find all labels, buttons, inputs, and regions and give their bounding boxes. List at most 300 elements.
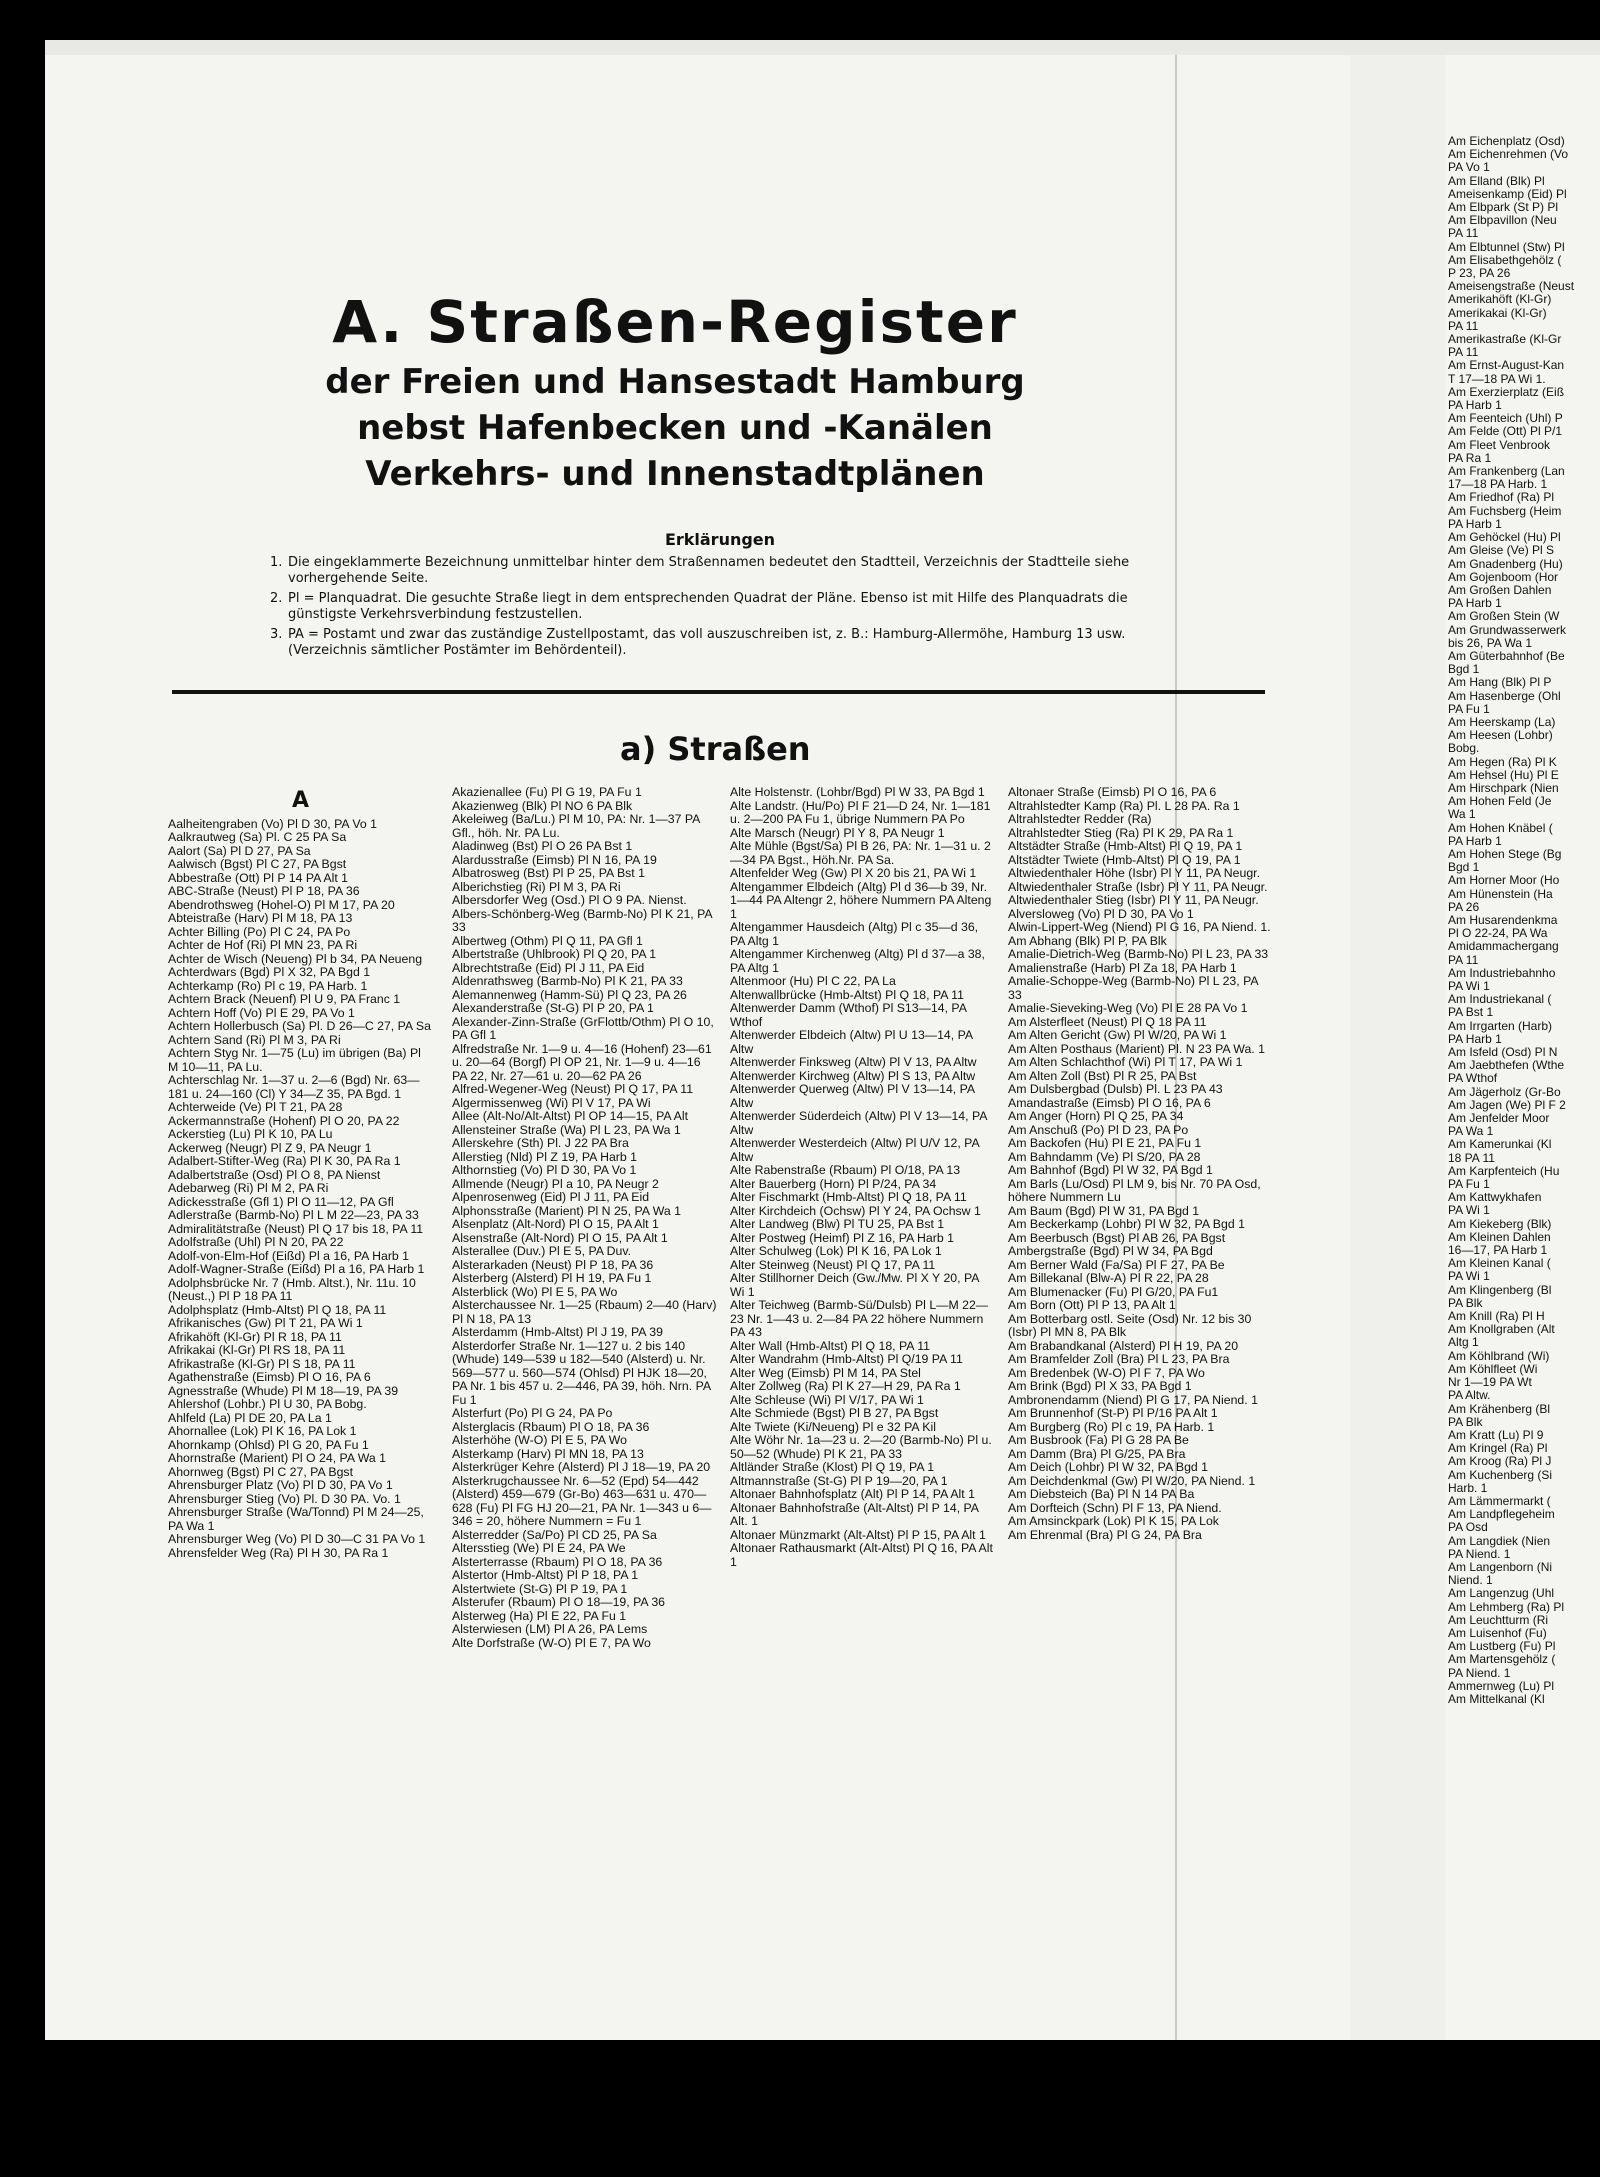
- adjacent-street-entry: Altg 1: [1448, 1335, 1479, 1350]
- street-entry: Allerskehre (Sth) Pl. J 22 PA Bra: [452, 1136, 629, 1150]
- street-entry: Am Dulsbergbad (Dulsb) Pl. L 23 PA 43: [1008, 1082, 1223, 1096]
- street-entry: Altonaer Bahnhofsplatz (Alt) Pl P 14, PA Alt 1: [730, 1487, 975, 1501]
- adjacent-street-entry: Amerikakai (Kl-Gr): [1448, 305, 1547, 320]
- street-entry: Aalheitengraben (Vo) Pl D 30, PA Vo 1: [168, 816, 377, 831]
- street-entry: Am Born (Ott) Pl P 13, PA Alt 1: [1008, 1298, 1176, 1312]
- street-entry: Altländer Straße (Klost) Pl Q 19, PA 1: [730, 1460, 935, 1474]
- street-entry: Alsterkamp (Harv) Pl MN 18, PA 13: [452, 1446, 644, 1461]
- street-entry: Am Bramfelder Zoll (Bra) Pl L 23, PA Bra: [1008, 1352, 1230, 1366]
- street-entry: Am Beerbusch (Bgst) Pl AB 26, PA Bgst: [1008, 1230, 1226, 1245]
- street-entry: Achtern Styg Nr. 1—75 (Lu) im übrigen (Ba) Pl M 10—11, PA Lu.: [168, 1046, 421, 1074]
- street-entry: Alsterkrüger Kehre (Alsterd) Pl J 18—19, PA 20: [452, 1460, 711, 1474]
- street-entry: Alter Weg (Eimsb) Pl M 14, PA Stel: [730, 1365, 921, 1380]
- street-entry: Amandastraße (Eimsb) Pl O 16, PA 6: [1008, 1095, 1211, 1110]
- street-entry: Alter Kirchdeich (Ochsw) Pl Y 24, PA Ochsw 1: [730, 1203, 981, 1218]
- street-entry: Am Brink (Bgd) Pl X 33, PA Bgd 1: [1008, 1379, 1192, 1393]
- street-entry: Am Damm (Bra) Pl G/25, PA Bra: [1008, 1446, 1186, 1461]
- street-entry: Alter Steinweg (Neust) Pl Q 17, PA 11: [730, 1257, 936, 1272]
- street-entry: Amalie-Schoppe-Weg (Barmb-No) Pl L 23, PA 33: [1008, 974, 1258, 1002]
- street-entry: Altenwerder Damm (Wthof) Pl S13—14, PA Wthof: [730, 1001, 967, 1029]
- adjacent-street-entry: Am Landpflegeheim: [1448, 1507, 1555, 1522]
- adjacent-street-entry: PA Blk: [1448, 1414, 1483, 1429]
- adjacent-street-entry: PA Vo 1: [1448, 160, 1490, 175]
- street-entry: Altmannstraße (St-G) Pl P 19—20, PA 1: [730, 1473, 948, 1488]
- adjacent-street-entry: P 23, PA 26: [1448, 266, 1511, 281]
- street-entry: Adalbert-Stifter-Weg (Ra) Pl K 30, PA Ra 1: [168, 1154, 401, 1168]
- adjacent-street-entry: Wa 1: [1448, 807, 1476, 822]
- explanation-number: 3.: [270, 627, 283, 642]
- adjacent-street-entry: Am Langenborn (Ni: [1448, 1559, 1553, 1574]
- adjacent-street-entry: Am Güterbahnhof (Be: [1448, 648, 1565, 663]
- street-entry: Abteistraße (Harv) Pl M 18, PA 13: [168, 911, 353, 925]
- street-entry: Albrechtstraße (Eid) Pl J 11, PA Eid: [452, 960, 645, 975]
- adjacent-street-entry: Am Kratt (Lu) Pl 9: [1448, 1427, 1544, 1442]
- street-entry: Am Deichdenkmal (Gw) Pl W/20, PA Niend. 1: [1008, 1473, 1256, 1488]
- street-entry: Alexanderstraße (St-G) Pl P 20, PA 1: [452, 1001, 654, 1015]
- adjacent-street-entry: Am Kamerunkai (Kl: [1448, 1137, 1552, 1152]
- street-entry: Alphonsstraße (Marient) Pl N 25, PA Wa 1: [452, 1203, 681, 1218]
- adjacent-street-entry: Bgd 1: [1448, 860, 1480, 875]
- adjacent-street-entry: Am Kroog (Ra) Pl J: [1448, 1454, 1552, 1469]
- street-entry: Alte Landstr. (Hu/Po) Pl F 21—D 24, Nr. 1—181 u. 2—200 PA Fu 1, übrige Nummern PA Po: [730, 798, 991, 826]
- street-entry: Am Alten Gericht (Gw) Pl W/20, PA Wi 1: [1008, 1028, 1227, 1042]
- street-entry: Altenwerder Finksweg (Altw) Pl V 13, PA Altw: [730, 1055, 977, 1069]
- adjacent-street-entry: Am Hohen Knäbel (: [1448, 820, 1553, 835]
- adjacent-street-entry: Am Hirschpark (Nien: [1448, 780, 1559, 795]
- street-entry: Altrahlstedter Redder (Ra): [1008, 812, 1152, 826]
- street-entry: Altenmoor (Hu) Pl C 22, PA La: [730, 974, 896, 988]
- street-entry: Alte Wöhr Nr. 1a—23 u. 2—20 (Barmb-No) Pl u. 50—52 (Whude) Pl K 21, PA 33: [730, 1433, 992, 1461]
- street-entry: Altenfelder Weg (Gw) Pl X 20 bis 21, PA Wi 1: [730, 866, 977, 880]
- street-entry: Achterkamp (Ro) Pl c 19, PA Harb. 1: [168, 978, 368, 993]
- street-entry: Aladinweg (Bst) Pl O 26 PA Bst 1: [452, 839, 633, 853]
- street-entry: Alter Bauerberg (Horn) Pl P/24, PA 34: [730, 1176, 937, 1191]
- adjacent-street-entry: Am Kringel (Ra) Pl: [1448, 1441, 1548, 1456]
- street-entry: Alsterredder (Sa/Po) Pl CD 25, PA Sa: [452, 1527, 657, 1542]
- street-entry: Ahrensburger Weg (Vo) Pl D 30—C 31 PA Vo 1: [168, 1532, 426, 1546]
- adjacent-street-entry: Am Martensgehölz (: [1448, 1652, 1556, 1667]
- street-entry: Alte Schleuse (Wi) Pl V/17, PA Wi 1: [730, 1392, 924, 1407]
- adjacent-street-entry: Am Gojenboom (Hor: [1448, 569, 1559, 584]
- street-entry: Altwiedenthaler Straße (Isbr) Pl Y 11, PA Neugr.: [1008, 879, 1268, 894]
- street-entry: Ahornstraße (Marient) Pl O 24, PA Wa 1: [168, 1451, 387, 1465]
- column-4: [1008, 786, 1273, 1542]
- street-entry: Ahlfeld (La) Pl DE 20, PA La 1: [168, 1410, 332, 1425]
- street-entry: Achtern Hoff (Vo) Pl E 29, PA Vo 1: [168, 1005, 355, 1020]
- adjacent-street-entry: PA Harb 1: [1448, 596, 1502, 611]
- page-gap: [1350, 55, 1445, 2040]
- adjacent-street-entry: PA 11: [1448, 226, 1479, 241]
- street-entry: Alsterdamm (Hmb-Altst) Pl J 19, PA 39: [452, 1325, 663, 1339]
- street-entry: Albertweg (Othm) Pl Q 11, PA Gfl 1: [452, 933, 643, 948]
- adjacent-street-entry: Am Großen Stein (W: [1448, 609, 1560, 624]
- street-entry: Altrahlstedter Stieg (Ra) Pl K 29, PA Ra 1: [1008, 825, 1234, 840]
- street-entry: Alter Fischmarkt (Hmb-Altst) Pl Q 18, PA 11: [730, 1190, 967, 1204]
- street-entry: Am Abhang (Blk) Pl P, PA Blk: [1008, 933, 1167, 948]
- street-entry: Alstertor (Hmb-Altst) Pl P 18, PA 1: [452, 1568, 639, 1582]
- street-entry: Ahrensburger Straße (Wa/Tonnd) Pl M 24—25, PA Wa 1: [168, 1505, 424, 1533]
- street-entry: Achter Billing (Po) Pl C 24, PA Po: [168, 924, 351, 939]
- street-entry: Afrikahöft (Kl-Gr) Pl R 18, PA 11: [168, 1329, 342, 1344]
- street-entry: Am Brabandkanal (Alsterd) Pl H 19, PA 20: [1008, 1338, 1239, 1353]
- street-entry: Afrikastraße (Kl-Gr) Pl S 18, PA 11: [168, 1356, 356, 1371]
- adjacent-street-entry: PA Ra 1: [1448, 450, 1492, 465]
- street-entry: Altonaer Bahnhofstraße (Alt-Altst) Pl P 14, PA Alt. 1: [730, 1500, 979, 1528]
- street-entry: Adolphsbrücke Nr. 7 (Hmb. Altst.), Nr. 11u. 10 (Neust.,) Pl P 18 PA 11: [168, 1275, 416, 1303]
- adjacent-street-entry: Ameisenkamp (Eid) Pl: [1448, 186, 1567, 201]
- street-entry: Alsterfurt (Po) Pl G 24, PA Po: [452, 1406, 613, 1420]
- street-entry: Afrikanisches (Gw) Pl T 21, PA Wi 1: [168, 1316, 363, 1330]
- street-entry: Am Ehrenmal (Bra) Pl G 24, PA Bra: [1008, 1527, 1202, 1542]
- street-entry: Afrikakai (Kl-Gr) Pl RS 18, PA 11: [168, 1343, 346, 1357]
- street-entry: Agathenstraße (Eimsb) Pl O 16, PA 6: [168, 1370, 371, 1384]
- street-entry: Am Bredenbek (W-O) Pl F 7, PA Wo: [1008, 1365, 1205, 1380]
- street-entry: Am Busbrook (Fa) Pl G 28 PA Be: [1008, 1433, 1189, 1447]
- street-entry: Am Botterbarg ostl. Seite (Osd) Nr. 12 bis 30 (Isbr) Pl MN 8, PA Blk: [1008, 1311, 1252, 1339]
- adjacent-street-entry: T 17—18 PA Wi 1.: [1448, 371, 1546, 386]
- street-entry: Altenwerder Westerdeich (Altw) Pl U/V 12, PA Altw: [730, 1136, 979, 1164]
- adjacent-street-entry: Am Gleise (Ve) Pl S: [1448, 543, 1555, 558]
- adjacent-street-entry: Am Köhlfleet (Wi: [1448, 1361, 1538, 1376]
- adjacent-street-entry: 17—18 PA Harb. 1: [1448, 477, 1548, 492]
- explanation-item: [270, 591, 1170, 623]
- street-entry: Ahrensburger Stieg (Vo) Pl. D 30 PA. Vo. 1: [168, 1491, 401, 1506]
- street-entry: Alversloweg (Vo) Pl D 30, PA Vo 1: [1008, 906, 1194, 921]
- adjacent-street-entry: Am Knollgraben (Alt: [1448, 1322, 1555, 1337]
- adjacent-street-entry: Am Elbpavillon (Neu: [1448, 213, 1557, 228]
- adjacent-street-entry: Am Kuchenberg (Si: [1448, 1467, 1553, 1482]
- street-entry: Alsterchaussee Nr. 1—25 (Rbaum) 2—40 (Harv) Pl N 18, PA 13: [452, 1298, 717, 1326]
- column-3: [730, 786, 995, 1569]
- adjacent-street-entry: 18 PA 11: [1448, 1150, 1495, 1165]
- adjacent-street-entry: Bobg.: [1448, 741, 1480, 756]
- street-entry: Albersdorfer Weg (Osd.) Pl O 9 PA. Nienst.: [452, 893, 687, 907]
- street-entry: Alter Wandrahm (Hmb-Altst) Pl Q/19 PA 11: [730, 1352, 963, 1366]
- street-entry: Altonaer Rathausmarkt (Alt-Altst) Pl Q 16, PA Alt 1: [730, 1541, 993, 1569]
- explanation-number: 2.: [270, 591, 283, 606]
- adjacent-street-entry: PA Harb 1: [1448, 1031, 1502, 1046]
- street-entry: Althornstieg (Vo) Pl D 30, PA Vo 1: [452, 1163, 637, 1177]
- street-entry: Akeleiweg (Ba/Lu.) Pl M 10, PA: Nr. 1—37 PA Gfl., höh. Nr. PA Lu.: [452, 812, 700, 840]
- adjacent-street-entry: Am Felde (Ott) Pl P/1: [1448, 424, 1563, 439]
- adjacent-street-entry: 16—17, PA Harb 1: [1448, 1243, 1548, 1258]
- street-entry: Aalwisch (Bgst) Pl C 27, PA Bgst: [168, 857, 347, 871]
- street-entry: Ahornweg (Bgst) Pl C 27, PA Bgst: [168, 1464, 353, 1479]
- street-entry: Alte Twiete (Ki/Neueng) Pl e 32 PA Kil: [730, 1419, 936, 1434]
- street-entry: Am Baum (Bgd) Pl W 31, PA Bgd 1: [1008, 1203, 1200, 1218]
- street-entry: Ahornallee (Lok) Pl K 16, PA Lok 1: [168, 1424, 357, 1438]
- street-entry: Alter Landweg (Blw) Pl TU 25, PA Bst 1: [730, 1217, 945, 1231]
- street-entry: Altrahlstedter Kamp (Ra) Pl. L 28 PA. Ra 1: [1008, 798, 1240, 813]
- explanations: [270, 530, 1170, 663]
- street-entry: Akazienweg (Blk) Pl NO 6 PA Blk: [452, 798, 633, 813]
- street-entry: Alsterkrugchaussee Nr. 6—52 (Epd) 54—442 (Alsterd) 459—679 (Gr-Bo) 463—631 u. 470—628 (Fu) Pl FG HJ 20—21, PA Nr. 1—343 u 6—346 = 20, höhere Nummern = Fu 1: [452, 1473, 712, 1528]
- street-entry: Am Dorfteich (Schn) Pl F 13, PA Niend.: [1008, 1500, 1222, 1515]
- adjacent-street-entry: Am Industriebahnho: [1448, 965, 1556, 980]
- street-entry: Alstertwiete (St-G) Pl P 19, PA 1: [452, 1581, 628, 1596]
- adjacent-street-entry: Am Elbtunnel (Stw) Pl: [1448, 239, 1565, 254]
- adjacent-street-entry: Am Lämmermarkt (: [1448, 1493, 1551, 1508]
- adjacent-street-entry: Am Friedhof (Ra) Pl: [1448, 490, 1555, 505]
- street-entry: Am Amsinckpark (Lok) Pl K 15, PA Lok: [1008, 1514, 1219, 1528]
- adjacent-street-entry: Am Kiekeberg (Blk): [1448, 1216, 1552, 1231]
- adjacent-street-entry: Am Gnadenberg (Hu): [1448, 556, 1563, 571]
- street-entry: Alsterwiesen (LM) Pl A 26, PA Lems: [452, 1622, 648, 1636]
- adjacent-street-entry: Am Fleet Venbrook: [1448, 437, 1551, 452]
- adjacent-street-entry: Amidammachergang: [1448, 939, 1559, 954]
- adjacent-street-entry: Am Hehsel (Hu) Pl E: [1448, 767, 1559, 782]
- adjacent-street-entry: PA Blk: [1448, 1295, 1483, 1310]
- adjacent-street-entry: Am Langdiek (Nien: [1448, 1533, 1551, 1548]
- adjacent-street-entry: Nr 1—19 PA Wt: [1448, 1375, 1532, 1390]
- street-entry: Alte Marsch (Neugr) Pl Y 8, PA Neugr 1: [730, 825, 945, 840]
- street-entry: Am Blumenacker (Fu) Pl G/20, PA Fu1: [1008, 1284, 1219, 1299]
- street-entry: Abendrothsweg (Hohel-O) Pl M 17, PA 20: [168, 897, 395, 912]
- adjacent-street-entry: Am Fuchsberg (Heim: [1448, 503, 1562, 518]
- explanation-number: 1.: [270, 555, 283, 570]
- street-entry: Ambergstraße (Bgd) Pl W 34, PA Bgd: [1008, 1244, 1213, 1258]
- street-entry: Akazienallee (Fu) Pl G 19, PA Fu 1: [452, 785, 642, 799]
- adjacent-street-entry: Am Horner Moor (Ho: [1448, 873, 1560, 888]
- street-entry: Am Backofen (Hu) Pl E 21, PA Fu 1: [1008, 1136, 1202, 1150]
- street-entry: Alter Zollweg (Ra) Pl K 27—H 29, PA Ra 1: [730, 1379, 961, 1393]
- street-entry: Agnesstraße (Whude) Pl M 18—19, PA 39: [168, 1383, 399, 1398]
- column-1: [168, 786, 433, 1560]
- street-entry: Ahornkamp (Ohlsd) Pl G 20, PA Fu 1: [168, 1437, 369, 1452]
- adjacent-street-entry: Am Jagen (We) Pl F 2: [1448, 1097, 1566, 1112]
- street-entry: Altenwerder Kirchweg (Altw) Pl S 13, PA Altw: [730, 1068, 976, 1083]
- street-entry: Am Billekanal (Blw-A) Pl R 22, PA 28: [1008, 1271, 1209, 1285]
- adjacent-street-entry: PA Fu 1: [1448, 701, 1490, 716]
- adjacent-street-entry: Am Leuchtturm (Ri: [1448, 1612, 1549, 1627]
- street-entry: Amalie-Dietrich-Weg (Barmb-No) Pl L 23, PA 33: [1008, 947, 1269, 961]
- adjacent-street-entry: PA Altw.: [1448, 1388, 1491, 1403]
- explanation-item: [270, 627, 1170, 659]
- adjacent-street-entry: Am Jägerholz (Gr-Bo: [1448, 1084, 1561, 1099]
- adjacent-street-entry: Am Elbpark (St P) Pl: [1448, 200, 1559, 215]
- street-entry: Aalkrautweg (Sa) Pl. C 25 PA Sa: [168, 830, 347, 844]
- street-entry: Adolf-Wagner-Straße (Eißd) Pl a 16, PA Harb 1: [168, 1262, 425, 1276]
- street-entry: Altengammer Elbdeich (Altg) Pl d 36—b 39, Nr. 1—44 PA Altengr 2, höhere Nummern PA Alteng 1: [730, 879, 992, 921]
- adjacent-street-entry: PA Wa 1: [1448, 1124, 1494, 1139]
- street-entry: Adolf-von-Elm-Hof (Eißd) Pl a 16, PA Harb 1: [168, 1248, 410, 1263]
- adjacent-street-entry: Amerikahöft (Kl-Gr): [1448, 292, 1552, 307]
- street-entry: Alter Wall (Hmb-Altst) Pl Q 18, PA 11: [730, 1338, 930, 1353]
- adjacent-page-column: [1448, 135, 1600, 1706]
- adjacent-street-entry: Am Köhlbrand (Wi): [1448, 1348, 1550, 1363]
- street-entry: Allmende (Neugr) Pl a 10, PA Neugr 2: [452, 1176, 659, 1191]
- street-entry: Am Berner Wald (Fa/Sa) Pl F 27, PA Be: [1008, 1257, 1225, 1272]
- street-entry: Alsenstraße (Alt-Nord) Pl O 15, PA Alt 1: [452, 1230, 668, 1245]
- adjacent-street-entry: Am Irrgarten (Harb): [1448, 1018, 1553, 1033]
- street-entry: Alsenplatz (Alt-Nord) Pl O 15, PA Alt 1: [452, 1217, 659, 1231]
- adjacent-street-entry: Amerikastraße (Kl-Gr: [1448, 332, 1562, 347]
- adjacent-street-entry: Am Heesen (Lohbr): [1448, 728, 1553, 743]
- street-entry: Achtern Brack (Neuenf) Pl U 9, PA Franc 1: [168, 992, 401, 1006]
- street-entry: Ahrensburger Platz (Vo) Pl D 30, PA Vo 1: [168, 1478, 393, 1492]
- street-entry: Ackerstieg (Lu) Pl K 10, PA Lu: [168, 1127, 333, 1141]
- street-entry: Adickesstraße (Gfl 1) Pl O 11—12, PA Gfl: [168, 1194, 394, 1209]
- street-entry: Alfred-Wegener-Weg (Neust) Pl Q 17, PA 11: [452, 1082, 694, 1096]
- adjacent-street-entry: Am Großen Dahlen: [1448, 582, 1552, 597]
- street-entry: Alexander-Zinn-Straße (GrFlottb/Othm) Pl O 10, PA Gfl 1: [452, 1014, 714, 1042]
- street-entry: Achterschlag Nr. 1—37 u. 2—6 (Bgd) Nr. 63—181 u. 24—160 (Cl) Y 34—Z 35, PA Bgd. 1: [168, 1073, 420, 1101]
- adjacent-street-entry: PA Fu 1: [1448, 1177, 1490, 1192]
- street-entry: Amalie-Sieveking-Weg (Vo) Pl E 28 PA Vo 1: [1008, 1001, 1248, 1015]
- street-entry: Algermissenweg (Wi) Pl V 17, PA Wi: [452, 1095, 651, 1110]
- street-entry: Altengammer Hausdeich (Altg) Pl c 35—d 36, PA Altg 1: [730, 920, 979, 948]
- adjacent-street-entry: Am Kattwykhafen: [1448, 1190, 1542, 1205]
- street-entry: Am Alten Schlachthof (Wi) Pl T 17, PA Wi 1: [1008, 1055, 1243, 1069]
- street-entry: Altenwerder Süderdeich (Altw) Pl V 13—14, PA Altw: [730, 1109, 987, 1137]
- street-entry: Alberichstieg (Ri) Pl M 3, PA Ri: [452, 879, 621, 894]
- street-entry: Altwiedenthaler Stieg (Isbr) Pl Y 11, PA Neugr.: [1008, 893, 1259, 907]
- adjacent-street-entry: Am Husarendenkma: [1448, 912, 1558, 927]
- adjacent-street-entry: Am Langenzug (Uhl: [1448, 1586, 1555, 1601]
- street-entry: Adolphsplatz (Hmb-Altst) Pl Q 18, PA 11: [168, 1302, 387, 1317]
- street-entry: Alsterblick (Wo) Pl E 5, PA Wo: [452, 1284, 618, 1299]
- street-entry: Altenwerder Querweg (Altw) Pl V 13—14, PA Altw: [730, 1082, 975, 1110]
- street-entry: Alwin-Lippert-Weg (Niend) Pl G 16, PA Niend. 1.: [1008, 920, 1271, 934]
- street-entry: Altstädter Twiete (Hmb-Altst) Pl Q 19, PA 1: [1008, 852, 1241, 867]
- adjacent-street-entry: Am Jaebthefen (Wthe: [1448, 1058, 1565, 1073]
- street-entry: Am Anger (Horn) Pl Q 25, PA 34: [1008, 1109, 1184, 1123]
- adjacent-street-entry: Am Hünenstein (Ha: [1448, 886, 1553, 901]
- street-entry: Adalbertstraße (Osd) Pl O 8, PA Nienst: [168, 1167, 381, 1182]
- adjacent-street-entry: Am Eichenplatz (Osd): [1448, 134, 1565, 148]
- street-entry: Allee (Alt-No/Alt-Altst) Pl OP 14—15, PA Alt: [452, 1109, 689, 1123]
- adjacent-street-entry: PA Niend. 1: [1448, 1546, 1511, 1561]
- adjacent-street-entry: bis 26, PA Wa 1: [1448, 635, 1533, 650]
- street-entry: Altersstieg (We) Pl E 24, PA We: [452, 1541, 626, 1555]
- street-entry: Albertstraße (Uhlbrook) Pl Q 20, PA 1: [452, 947, 657, 961]
- street-entry: Achter de Hof (Ri) Pl MN 23, PA Ri: [168, 938, 358, 952]
- adjacent-street-entry: PA 11: [1448, 952, 1479, 967]
- street-entry: Alemannenweg (Hamm-Sü) Pl Q 23, PA 26: [452, 987, 687, 1002]
- street-entry: Admiralitätstraße (Neust) Pl Q 17 bis 18, PA 11: [168, 1221, 424, 1236]
- street-entry: Ahlershof (Lohbr.) Pl U 30, PA Bobg.: [168, 1397, 367, 1411]
- adjacent-street-entry: Am Hegen (Ra) Pl K: [1448, 754, 1557, 769]
- street-entry: Alsterterrasse (Rbaum) Pl O 18, PA 36: [452, 1554, 663, 1569]
- adjacent-street-entry: PA Niend. 1: [1448, 1665, 1511, 1680]
- adjacent-street-entry: Am Karpfenteich (Hu: [1448, 1163, 1560, 1178]
- adjacent-street-entry: PA Wi 1: [1448, 1269, 1490, 1284]
- street-entry: Am Brunnenhof (St-P) Pl P/16 PA Alt 1: [1008, 1406, 1218, 1420]
- adjacent-street-entry: Am Kleinen Kanal (: [1448, 1256, 1551, 1271]
- street-entry: ABC-Straße (Neust) Pl P 18, PA 36: [168, 884, 360, 898]
- adjacent-street-entry: PA Wi 1: [1448, 979, 1490, 993]
- street-entry: Alpenrosenweg (Eid) Pl J 11, PA Eid: [452, 1190, 650, 1204]
- adjacent-street-entry: Bgd 1: [1448, 662, 1480, 677]
- street-entry: Alte Rabenstraße (Rbaum) Pl O/18, PA 13: [730, 1163, 961, 1177]
- page-title: A. Straßen-Register: [332, 288, 1018, 356]
- street-entry: Alte Dorfstraße (W-O) Pl E 7, PA Wo: [452, 1635, 651, 1650]
- street-entry: Am Deich (Lohbr) Pl W 32, PA Bgd 1: [1008, 1460, 1209, 1474]
- street-entry: Am Bahnhof (Bgd) Pl W 32, PA Bgd 1: [1008, 1163, 1213, 1177]
- adjacent-street-entry: PA Wthof: [1448, 1071, 1498, 1086]
- street-entry: Alter Schulweg (Lok) Pl K 16, PA Lok 1: [730, 1244, 942, 1258]
- street-entry: Altonaer Straße (Eimsb) Pl O 16, PA 6: [1008, 785, 1217, 799]
- adjacent-street-entry: Am Gehöckel (Hu) Pl: [1448, 530, 1561, 545]
- street-entry: Achtern Sand (Ri) Pl M 3, PA Ri: [168, 1032, 341, 1047]
- street-entry: Altengammer Kirchenweg (Altg) Pl d 37—a 38, PA Altg 1: [730, 947, 985, 975]
- street-entry: Alardusstraße (Eimsb) Pl N 16, PA 19: [452, 852, 657, 867]
- explanation-text: Pl = Planquadrat. Die gesuchte Straße liegt in dem entsprechenden Quadrat der Pläne. Ebenso ist mit Hilfe des Planquadrats die günstigste Verkehrsverbindung festzustellen.: [288, 591, 1128, 622]
- adjacent-street-entry: Am Klingenberg (Bl: [1448, 1282, 1552, 1297]
- street-entry: Allerstieg (Nld) Pl Z 19, PA Harb 1: [452, 1149, 637, 1164]
- street-entry: Adlerstraße (Barmb-No) Pl L M 22—23, PA 33: [168, 1208, 419, 1222]
- street-entry: Alfredstraße Nr. 1—9 u. 4—16 (Hohenf) 23—61 u. 20—64 (Borgf) Pl OP 21, Nr. 1—9 u. 4—16 PA 22, Nr. 27—61 u. 20—62 PA 26: [452, 1041, 712, 1083]
- subtitle-line-3: Verkehrs- und Innenstadtplänen: [365, 454, 985, 494]
- street-entry: Am Diebsteich (Ba) Pl N 14 PA Ba: [1008, 1487, 1195, 1501]
- adjacent-street-entry: Am Heerskamp (La): [1448, 714, 1556, 729]
- section-divider: [172, 690, 1265, 694]
- column-2: [452, 786, 717, 1650]
- street-entry: Alsterallee (Duv.) Pl E 5, PA Duv.: [452, 1244, 632, 1258]
- adjacent-street-entry: Am Hohen Feld (Je: [1448, 794, 1552, 809]
- adjacent-street-entry: PA Harb 1: [1448, 833, 1502, 848]
- street-entry: Alter Teichweg (Barmb-Sü/Dulsb) Pl L—M 22—23 Nr. 1—43 u. 2—84 PA 22 höhere Nummern PA 43: [730, 1298, 989, 1339]
- subtitle-line-1: der Freien und Hansestadt Hamburg: [325, 362, 1025, 402]
- adjacent-street-entry: Am Ernst-August-Kan: [1448, 358, 1565, 373]
- street-entry: Am Beckerkamp (Lohbr) Pl W 32, PA Bgd 1: [1008, 1217, 1245, 1231]
- street-entry: Achter de Wisch (Neueng) Pl b 34, PA Neueng: [168, 951, 423, 966]
- street-entry: Ackerweg (Neugr) Pl Z 9, PA Neugr 1: [168, 1140, 372, 1155]
- street-entry: Achterweide (Ve) Pl T 21, PA 28: [168, 1100, 343, 1114]
- street-entry: Alte Schmiede (Bgst) Pl B 27, PA Bgst: [730, 1406, 939, 1420]
- adjacent-street-entry: PA 11: [1448, 345, 1479, 360]
- adjacent-street-entry: PA Osd: [1448, 1520, 1488, 1535]
- adjacent-street-entry: Am Mittelkanal (Kl: [1448, 1691, 1545, 1706]
- adjacent-street-entry: Am Frankenberg (Lan: [1448, 464, 1565, 479]
- explanation-text: PA = Postamt und zwar das zuständige Zustellpostamt, das voll auszuschreiben ist, z. B.: Hamburg-Allermöhe, Hamburg 13 usw. (Verzeichnis sämtlicher Postämter im Behördenteil).: [288, 627, 1126, 658]
- street-entry: Adebarweg (Ri) Pl M 2, PA Ri: [168, 1181, 329, 1195]
- street-entry: Am Anschuß (Po) Pl D 23, PA Po: [1008, 1122, 1189, 1137]
- street-entry: Altenwerder Elbdeich (Altw) Pl U 13—14, PA Altw: [730, 1028, 973, 1056]
- street-entry: Alsterweg (Ha) Pl E 22, PA Fu 1: [452, 1608, 627, 1623]
- street-entry: Am Alten Zoll (Bst) Pl R 25, PA Bst: [1008, 1068, 1197, 1083]
- adjacent-street-entry: Am Hohen Stege (Bg: [1448, 846, 1562, 861]
- adjacent-street-entry: PA 26: [1448, 899, 1480, 914]
- adjacent-street-entry: Am Kleinen Dahlen: [1448, 1229, 1551, 1244]
- street-entry: Am Burgberg (Ro) Pl c 19, PA Harb. 1: [1008, 1419, 1215, 1434]
- street-entry: Aldenrathsweg (Barmb-No) Pl K 21, PA 33: [452, 974, 683, 988]
- street-entry: Alter Stillhorner Deich (Gw./Mw. Pl X Y 20, PA Wi 1: [730, 1271, 979, 1299]
- street-entry: Amalienstraße (Harb) Pl Za 18, PA Harb 1: [1008, 960, 1237, 975]
- street-entry: Alsterglacis (Rbaum) Pl O 18, PA 36: [452, 1419, 650, 1434]
- street-entry: Am Alsterfleet (Neust) Pl Q 18 PA 11: [1008, 1014, 1207, 1029]
- adjacent-street-entry: PA Bst 1: [1448, 1005, 1494, 1020]
- adjacent-street-entry: Pl O 22-24, PA Wa: [1448, 926, 1548, 941]
- adjacent-street-entry: Am Lustberg (Fu) Pl: [1448, 1639, 1556, 1654]
- adjacent-street-entry: Am Isfeld (Osd) Pl N: [1448, 1045, 1558, 1060]
- adjacent-street-entry: Ameisengstraße (Neust: [1448, 279, 1575, 294]
- street-entry: Albatrosweg (Bst) Pl P 25, PA Bst 1: [452, 866, 645, 880]
- street-entry: Alte Mühle (Bgst/Sa) Pl B 26, PA: Nr. 1—31 u. 2—34 PA Bgst., Höh.Nr. PA Sa.: [730, 839, 991, 867]
- street-entry: Ahrensfelder Weg (Ra) Pl H 30, PA Ra 1: [168, 1545, 389, 1560]
- street-entry: Achtern Hollerbusch (Sa) Pl. D 26—C 27, PA Sa: [168, 1019, 431, 1033]
- explanation-text: Die eingeklammerte Bezeichnung unmittelbar hinter dem Straßennamen bedeutet den Stadtteil, Verzeichnis der Stadtteile siehe vorhergehende Seite.: [288, 555, 1130, 586]
- adjacent-street-entry: Niend. 1: [1448, 1573, 1493, 1588]
- street-entry: Alter Postweg (Heimf) Pl Z 16, PA Harb 1: [730, 1230, 954, 1245]
- street-entry: Ambronendamm (Niend) Pl G 17, PA Niend. 1: [1008, 1392, 1258, 1407]
- street-entry: Am Alten Posthaus (Marient) Pl. N 23 PA Wa. 1: [1008, 1041, 1265, 1056]
- street-entry: Allensteiner Straße (Wa) Pl L 23, PA Wa 1: [452, 1122, 681, 1137]
- street-entry: Altonaer Münzmarkt (Alt-Altst) Pl P 15, PA Alt 1: [730, 1527, 986, 1542]
- adjacent-street-entry: Am Lehmberg (Ra) Pl: [1448, 1599, 1565, 1614]
- section-title: a) Straßen: [620, 730, 811, 768]
- street-entry: Achterdwars (Bgd) Pl X 32, PA Bgd 1: [168, 965, 371, 979]
